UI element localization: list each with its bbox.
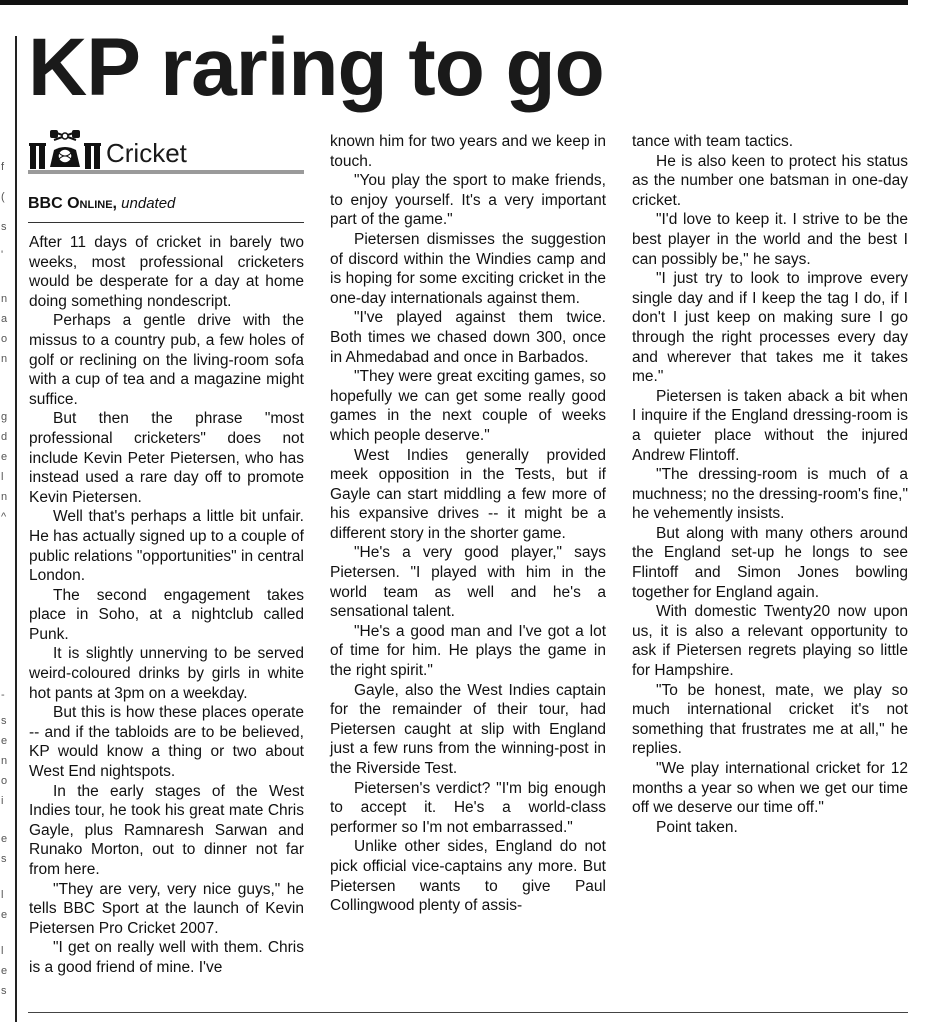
margin-fragment: s: [1, 985, 7, 997]
margin-fragment: o: [1, 775, 8, 787]
body-paragraph: "He's a very good player," says Pietersen. "I played with him in the world team as well and he's a sensational talent.: [330, 544, 606, 621]
body-paragraph: In the early stages of the West Indies tour, he took his great mate Chris Gayle, plus Ramnaresh Sarwan and Runako Morton, out to dinner not far from here.: [29, 782, 304, 878]
margin-fragment: e: [1, 965, 8, 977]
margin-fragment: i: [1, 795, 4, 807]
body-paragraph: "I get on really well with them. Chris is a good friend of mine. I've: [29, 939, 304, 976]
margin-fragment: -: [1, 689, 5, 701]
margin-fragment: d: [1, 431, 8, 443]
margin-fragment: o: [1, 333, 8, 345]
body-paragraph: Unlike other sides, England do not pick official vice-captains any more. But Pietersen wants to give Paul Collingwood plenty of assis-: [330, 838, 606, 915]
margin-fragment: l: [1, 945, 4, 957]
body-paragraph: With domestic Twenty20 now upon us, it is also a relevant opportunity to ask if Pietersen regrets playing so little for Hampshire.: [632, 603, 908, 680]
margin-fragment: e: [1, 451, 8, 463]
section-header: [28, 128, 304, 178]
body-paragraph: "They are very, very nice guys," he tells BBC Sport at the launch of Kevin Pietersen Pro Cricket 2007.: [29, 880, 304, 937]
body-paragraph: Pietersen is taken aback a bit when I inquire if the England dressing-room is a quieter place without the injured Andrew Flintoff.: [632, 387, 908, 464]
margin-fragment: n: [1, 353, 8, 365]
body-paragraph: "The dressing-room is much of a muchness; no the dressing-room's fine," he vehemently insists.: [632, 466, 908, 523]
margin-fragment: a: [1, 313, 8, 325]
byline: [28, 193, 304, 215]
margin-fragment: s: [1, 853, 7, 865]
cricket-stumps-icon: [28, 130, 102, 170]
left-column-rule: [15, 36, 17, 1022]
section-label: Cricket: [106, 138, 187, 168]
body-paragraph: "I've played against them twice. Both times we chased down 300, once in Ahmedabad and once in Barbados.: [330, 309, 606, 366]
body-paragraph: "He's a good man and I've got a lot of time for him. He plays the game in the right spirit.": [330, 622, 606, 680]
body-paragraph: The second engagement takes place in Soho, at a nightclub called Punk.: [29, 586, 304, 643]
body-paragraph: tance with team tactics.: [632, 133, 794, 150]
body-paragraph: Well that's perhaps a little bit unfair. He has actually signed up to a couple of public relations "opportunities" in central London.: [29, 508, 304, 585]
top-border-rule: [0, 0, 908, 5]
body-paragraph: Gayle, also the West Indies captain for the remainder of their tour, had Pietersen caught at slip with England just a few runs from the winning-post in the Riverside Test.: [330, 681, 606, 777]
body-paragraph: It is slightly unnerving to be served weird-coloured drinks by girls in white hot pants at 3pm on a weekday.: [29, 645, 304, 702]
margin-fragment: ^: [1, 511, 7, 523]
body-paragraph: Pietersen's verdict? "I'm big enough to accept it. He's a world-class performer so I'm not embarrassed.": [330, 779, 606, 836]
body-paragraph: "I just try to look to improve every single day and if I keep the tag I do, if I don't I just keep on making sure I go through the right processes every day and wherever that takes me it takes me.": [632, 270, 908, 386]
clipped-margin-text: [0, 150, 10, 1020]
byline-date: undated: [121, 195, 176, 212]
section-underline: [28, 170, 304, 174]
body-paragraph: Point taken.: [656, 818, 738, 836]
margin-fragment: l: [1, 889, 4, 901]
margin-fragment: e: [1, 735, 8, 747]
margin-fragment: (: [1, 191, 5, 203]
margin-fragment: g: [1, 411, 8, 423]
margin-fragment: l: [1, 471, 4, 483]
margin-fragment: s: [1, 221, 7, 233]
body-paragraph: Pietersen dismisses the suggestion of discord within the Windies camp and is hoping for some exciting cricket in the one-day internationals against them.: [330, 230, 606, 307]
margin-fragment: e: [1, 833, 8, 845]
byline-rule: [28, 222, 304, 223]
article-column-1: [29, 233, 304, 978]
margin-fragment: e: [1, 909, 8, 921]
body-paragraph: But then the phrase "most professional cricketers" does not include Kevin Peter Pietersen, who has instead used a rare day off to promote Kevin Pietersen.: [29, 410, 304, 506]
body-paragraph: "We play international cricket for 12 months a year so when we get our time off we deserve our time off.": [632, 760, 908, 817]
body-paragraph: He is also keen to protect his status as the number one batsman in one-day cricket.: [632, 152, 908, 209]
body-paragraph: known him for two years and we keep in touch.: [330, 133, 606, 170]
article-column-3: [632, 132, 908, 837]
body-paragraph: But along with many others around the England set-up he longs to see Flintoff and Simon Jones bowling together for England again.: [632, 524, 908, 601]
margin-fragment: s: [1, 715, 7, 727]
margin-fragment: n: [1, 293, 8, 305]
body-paragraph: Perhaps a gentle drive with the missus to a country pub, a few holes of golf or reclining on the living-room sofa with a cup of tea and a magazine might suffice.: [29, 312, 304, 408]
article-column-2: [330, 132, 606, 916]
body-paragraph: "To be honest, mate, we play so much international cricket it's not something that frustrates me at all," he replies.: [632, 681, 908, 758]
byline-source: BBC Online,: [28, 195, 117, 212]
body-paragraph: After 11 days of cricket in barely two weeks, most professional cricketers would be desperate for a day at home doing something nondescript.: [29, 234, 304, 310]
body-paragraph: But this is how these places operate -- and if the tabloids are to be believed, KP would know a thing or two about West End nightspots.: [29, 704, 304, 781]
body-paragraph: "I'd love to keep it. I strive to be the best player in the world and the best I can possibly be," he says.: [632, 211, 908, 268]
body-paragraph: West Indies generally provided meek opposition in the Tests, but if Gayle can start middling a few more of his expansive drives -- it might be a different story in the shorter game.: [330, 446, 606, 542]
article-headline: KP raring to go: [28, 22, 604, 113]
margin-fragment: ': [1, 249, 4, 261]
bottom-border-rule: [28, 1012, 908, 1013]
body-paragraph: "They were great exciting games, so hopefully we can get some really good games in the next couple of weeks which people deserve.": [330, 368, 606, 444]
margin-fragment: n: [1, 491, 8, 503]
margin-fragment: n: [1, 755, 8, 767]
body-paragraph: "You play the sport to make friends, to enjoy yourself. It's a very important part of the game.": [330, 172, 606, 229]
margin-fragment: f: [1, 161, 5, 173]
